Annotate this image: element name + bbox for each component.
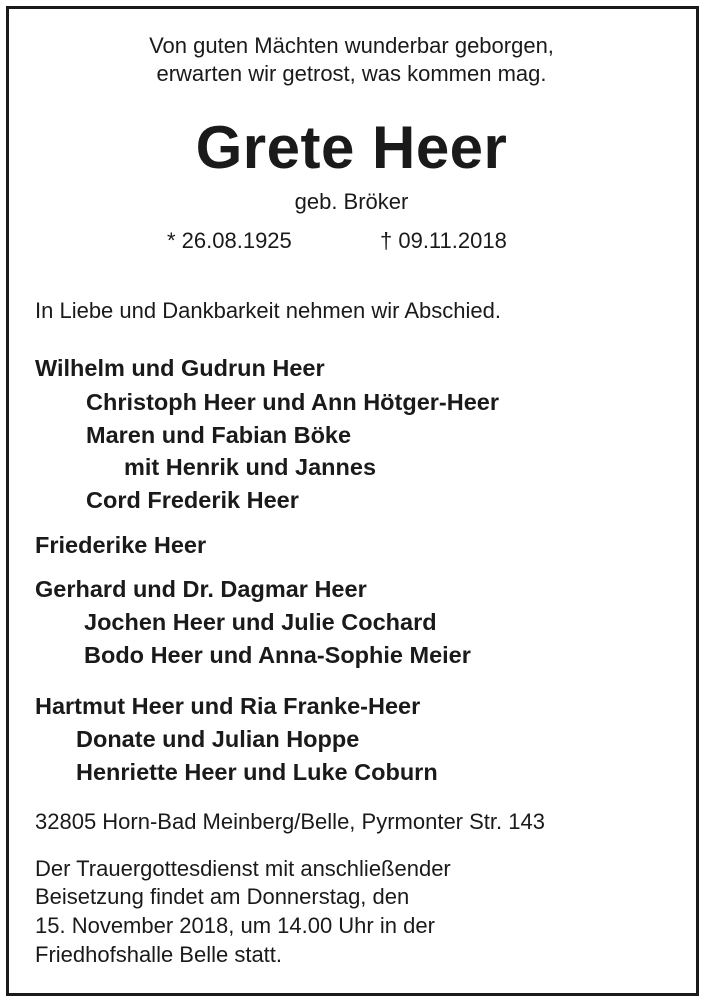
service-line: 15. November 2018, um 14.00 Uhr in der [35, 913, 435, 938]
service-line: Beisetzung findet am Donnerstag, den [35, 884, 410, 909]
family-member: Friederike Heer [35, 532, 207, 558]
family-member: Christoph Heer und Ann Hötger-Heer [86, 389, 500, 415]
maiden-name: geb. Bröker [294, 189, 409, 214]
motto-line-1: Von guten Mächten wunderbar geborgen, [149, 33, 554, 58]
family-member: Bodo Heer und Anna-Sophie Meier [84, 642, 471, 668]
address-text: 32805 Horn-Bad Meinberg/Belle, Pyrmonter Str. 143 [35, 809, 545, 834]
birth-date: * 26.08.1925 [167, 228, 292, 253]
service-line: Friedhofshalle Belle statt. [35, 942, 283, 967]
motto-line-2: erwarten wir getrost, was kommen mag. [156, 61, 547, 86]
family-member: Donate und Julian Hoppe [76, 726, 360, 752]
family-member: Cord Frederik Heer [86, 487, 299, 513]
family-member: Jochen Heer und Julie Cochard [84, 609, 437, 635]
family-member: mit Henrik und Jannes [124, 454, 377, 480]
family-member: Hartmut Heer und Ria Franke-Heer [35, 693, 421, 719]
family-member: Gerhard und Dr. Dagmar Heer [35, 576, 367, 602]
farewell-text: In Liebe und Dankbarkeit nehmen wir Abschied. [35, 298, 501, 323]
family-member: Maren und Fabian Böke [86, 422, 352, 448]
service-line: Der Trauergottesdienst mit anschließender [35, 856, 451, 881]
family-member: Wilhelm und Gudrun Heer [35, 355, 325, 381]
deceased-name: Grete Heer [195, 114, 508, 181]
death-date: † 09.11.2018 [380, 228, 507, 253]
family-member: Henriette Heer und Luke Coburn [76, 759, 438, 785]
